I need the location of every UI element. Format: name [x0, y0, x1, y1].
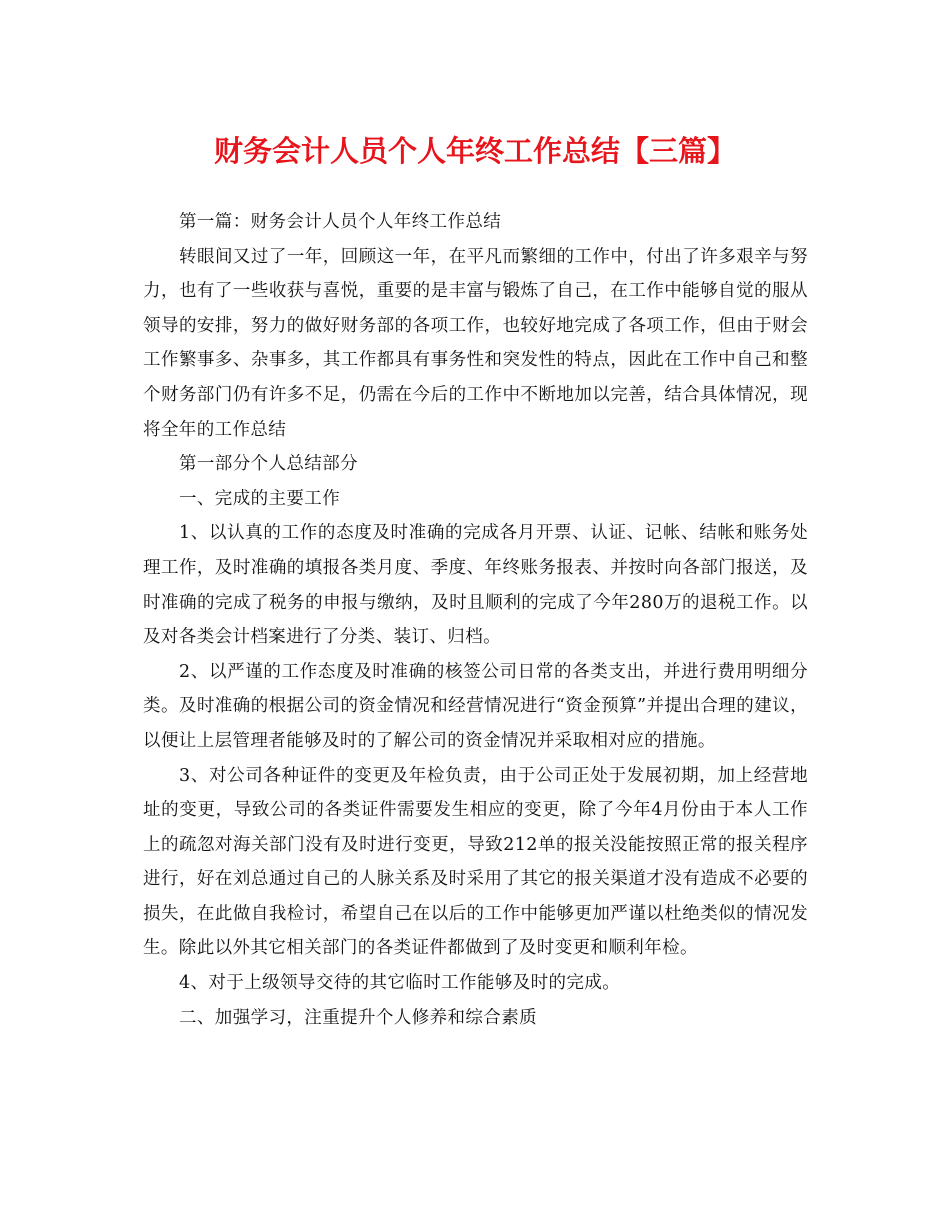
document-title: 财务会计人员个人年终工作总结【三篇】: [213, 134, 736, 168]
section-heading-first-article: 第一篇：财务会计人员个人年终工作总结: [179, 212, 502, 232]
section-heading-main-work: 一、完成的主要工作: [179, 488, 341, 509]
paragraph-item-1: 1、以认真的工作的态度及时准确的完成各月开票、认证、记帐、结帐和账务处理工作，及时准确的填报各类月度、季度、年终账务报表、并按时向各部门报送，及时准确的完成了税务的申报与缴纳，及时且顺利的完成了今年280万的退税工作。以及对各类会计档案进行了分类、装订、归档。: [143, 523, 808, 648]
paragraph-item-4: 4、对于上级领导交待的其它临时工作能够及时的完成。: [179, 973, 621, 994]
section-heading-study: 二、加强学习，注重提升个人修养和综合素质: [179, 1007, 537, 1028]
document-body: [143, 205, 808, 1035]
paragraph-item-3: 3、对公司各种证件的变更及年检负责，由于公司正处于发展初期，加上经营地址的变更，导致公司的各类证件需要发生相应的变更，除了今年4月份由于本人工作上的疏忽对海关部门没有及时进行变更，导致212单的报关没能按照正常的报关程序进行，好在刘总通过自己的人脉关系及时采用了其它的报关渠道才没有造成不必要的损失，在此做自我检讨，希望自己在以后的工作中能够更加严谨以杜绝类似的情况发生。除此以外其它相关部门的各类证件都做到了及时变更和顺利年检。: [143, 765, 808, 959]
section-heading-part-one: 第一部分个人总结部分: [179, 454, 358, 475]
paragraph-intro: 转眼间又过了一年，回顾这一年，在平凡而繁细的工作中，付出了许多艰辛与努力，也有了一些收获与喜悦，重要的是丰富与锻炼了自己，在工作中能够自觉的服从领导的安排，努力的做好财务部的各项工作，也较好地完成了各项工作，但由于财会工作繁事多、杂事多，其工作都具有事务性和突发性的特点，因此在工作中自己和整个财务部门仍有许多不足，仍需在今后的工作中不断地加以完善，结合具体情况，现将全年的工作总结: [143, 246, 808, 440]
paragraph-item-2: 2、以严谨的工作态度及时准确的核签公司日常的各类支出，并进行费用明细分类。及时准确的根据公司的资金情况和经营情况进行“资金预算”并提出合理的建议，以便让上层管理者能够及时的了解公司的资金情况并采取相对应的措施。: [143, 661, 808, 751]
